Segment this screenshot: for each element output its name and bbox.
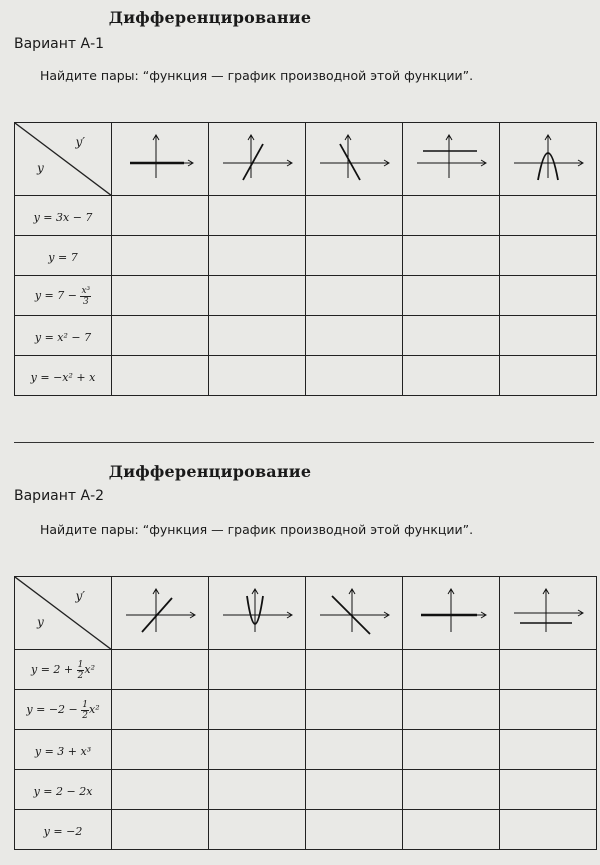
graph-cell[interactable] — [500, 123, 597, 196]
answer-cell[interactable] — [500, 276, 597, 316]
function-cell — [15, 196, 112, 236]
answer-cell[interactable] — [403, 196, 500, 236]
answer-cell[interactable] — [403, 316, 500, 356]
answer-cell[interactable] — [500, 356, 597, 396]
graph-cell[interactable] — [403, 577, 500, 650]
answer-cell[interactable] — [112, 356, 209, 396]
function-cell — [15, 236, 112, 276]
derivative-axis-label: y′ — [75, 135, 85, 149]
answer-cell[interactable] — [209, 650, 306, 690]
answer-cell[interactable] — [403, 236, 500, 276]
answer-cell[interactable] — [403, 690, 500, 730]
answer-cell[interactable] — [112, 316, 209, 356]
function-formula: y = −x² + x — [30, 371, 96, 384]
graph-cell[interactable] — [112, 577, 209, 650]
answer-cell[interactable] — [209, 316, 306, 356]
decreasing-line-icon — [314, 132, 394, 182]
upward-parabola-icon — [217, 586, 297, 636]
answer-cell[interactable] — [306, 810, 403, 850]
table-row — [15, 356, 597, 396]
page-title: Дифференцирование — [108, 462, 312, 481]
header-corner-cell — [15, 577, 112, 650]
answer-cell[interactable] — [403, 650, 500, 690]
function-formula: y = 7 − $\frac{\text{x³}}{3}$ — [34, 285, 91, 307]
table-row — [15, 730, 597, 770]
answer-cell[interactable] — [403, 356, 500, 396]
table-row — [15, 770, 597, 810]
increasing-line-icon — [120, 586, 200, 636]
matching-table — [14, 122, 597, 396]
answer-cell[interactable] — [306, 356, 403, 396]
instruction-text: Найдите пары: “функция — график производной этой функции”. — [40, 68, 474, 83]
function-formula: y = −2 — [43, 825, 83, 838]
diagonal-divider-icon — [15, 123, 112, 196]
table-row — [15, 196, 597, 236]
function-formula: y = 2 + $\frac{1}{2}$ x² — [31, 659, 95, 681]
answer-cell[interactable] — [306, 730, 403, 770]
answer-cell[interactable] — [306, 196, 403, 236]
graph-cell[interactable] — [306, 123, 403, 196]
header-corner-cell — [15, 123, 112, 196]
answer-cell[interactable] — [403, 730, 500, 770]
answer-cell[interactable] — [306, 236, 403, 276]
answer-cell[interactable] — [306, 770, 403, 810]
answer-cell[interactable] — [209, 196, 306, 236]
function-formula: y = x² − 7 — [34, 331, 92, 344]
page-title: Дифференцирование — [108, 8, 312, 27]
table-row — [15, 236, 597, 276]
function-cell — [15, 730, 112, 770]
answer-cell[interactable] — [403, 810, 500, 850]
table-row — [15, 650, 597, 690]
answer-cell[interactable] — [112, 810, 209, 850]
horizontal-line-above-axis-icon — [411, 132, 491, 182]
answer-cell[interactable] — [209, 810, 306, 850]
matching-table — [14, 576, 597, 850]
function-formula: y = 2 − 2x — [33, 785, 93, 798]
answer-cell[interactable] — [500, 730, 597, 770]
function-cell — [15, 690, 112, 730]
table-row — [15, 810, 597, 850]
answer-cell[interactable] — [209, 730, 306, 770]
graph-cell[interactable] — [209, 123, 306, 196]
graph-cell[interactable] — [500, 577, 597, 650]
answer-cell[interactable] — [112, 650, 209, 690]
answer-cell[interactable] — [112, 196, 209, 236]
increasing-line-icon — [217, 132, 297, 182]
variant-a2-section — [0, 452, 600, 865]
answer-cell[interactable] — [209, 236, 306, 276]
function-cell — [15, 810, 112, 850]
answer-cell[interactable] — [403, 276, 500, 316]
horizontal-line-below-axis-icon — [508, 586, 588, 636]
answer-cell[interactable] — [112, 690, 209, 730]
answer-cell[interactable] — [306, 690, 403, 730]
answer-cell[interactable] — [209, 770, 306, 810]
diagonal-divider-icon — [15, 577, 112, 650]
table-row — [15, 316, 597, 356]
answer-cell[interactable] — [500, 196, 597, 236]
variant-label: Вариант А-1 — [14, 36, 105, 52]
graph-cell[interactable] — [112, 123, 209, 196]
instruction-text: Найдите пары: “функция — график производной этой функции”. — [40, 522, 474, 537]
answer-cell[interactable] — [306, 316, 403, 356]
table-row — [15, 276, 597, 316]
answer-cell[interactable] — [112, 770, 209, 810]
decreasing-line-icon — [314, 586, 394, 636]
graph-cell[interactable] — [403, 123, 500, 196]
function-cell — [15, 356, 112, 396]
answer-cell[interactable] — [500, 236, 597, 276]
answer-cell[interactable] — [306, 276, 403, 316]
function-axis-label: y — [37, 161, 44, 175]
function-formula: y = 7 — [48, 251, 78, 264]
answer-cell[interactable] — [500, 810, 597, 850]
graph-cell[interactable] — [306, 577, 403, 650]
function-formula: y = 3x − 7 — [33, 211, 93, 224]
derivative-axis-label: y′ — [75, 589, 85, 603]
function-cell — [15, 276, 112, 316]
answer-cell[interactable] — [209, 690, 306, 730]
function-formula: y = −2 − $\frac{1}{2}$ x² — [26, 699, 100, 721]
answer-cell[interactable] — [306, 650, 403, 690]
answer-cell[interactable] — [112, 276, 209, 316]
answer-cell[interactable] — [500, 770, 597, 810]
horizontal-line-at-x-axis-icon — [411, 586, 491, 636]
answer-cell[interactable] — [209, 276, 306, 316]
function-cell — [15, 316, 112, 356]
table-row — [15, 690, 597, 730]
graph-cell[interactable] — [209, 577, 306, 650]
function-cell — [15, 770, 112, 810]
function-formula: y = 3 + x³ — [34, 745, 92, 758]
answer-cell[interactable] — [500, 316, 597, 356]
answer-cell[interactable] — [500, 650, 597, 690]
downward-parabola-icon — [508, 132, 588, 182]
answer-cell[interactable] — [209, 356, 306, 396]
variant-label: Вариант А-2 — [14, 488, 105, 504]
answer-cell[interactable] — [112, 730, 209, 770]
answer-cell[interactable] — [112, 236, 209, 276]
answer-cell[interactable] — [403, 770, 500, 810]
horizontal-line-at-x-axis-icon — [120, 132, 200, 182]
section-divider — [14, 442, 594, 443]
function-cell — [15, 650, 112, 690]
function-axis-label: y — [37, 615, 44, 629]
answer-cell[interactable] — [500, 690, 597, 730]
